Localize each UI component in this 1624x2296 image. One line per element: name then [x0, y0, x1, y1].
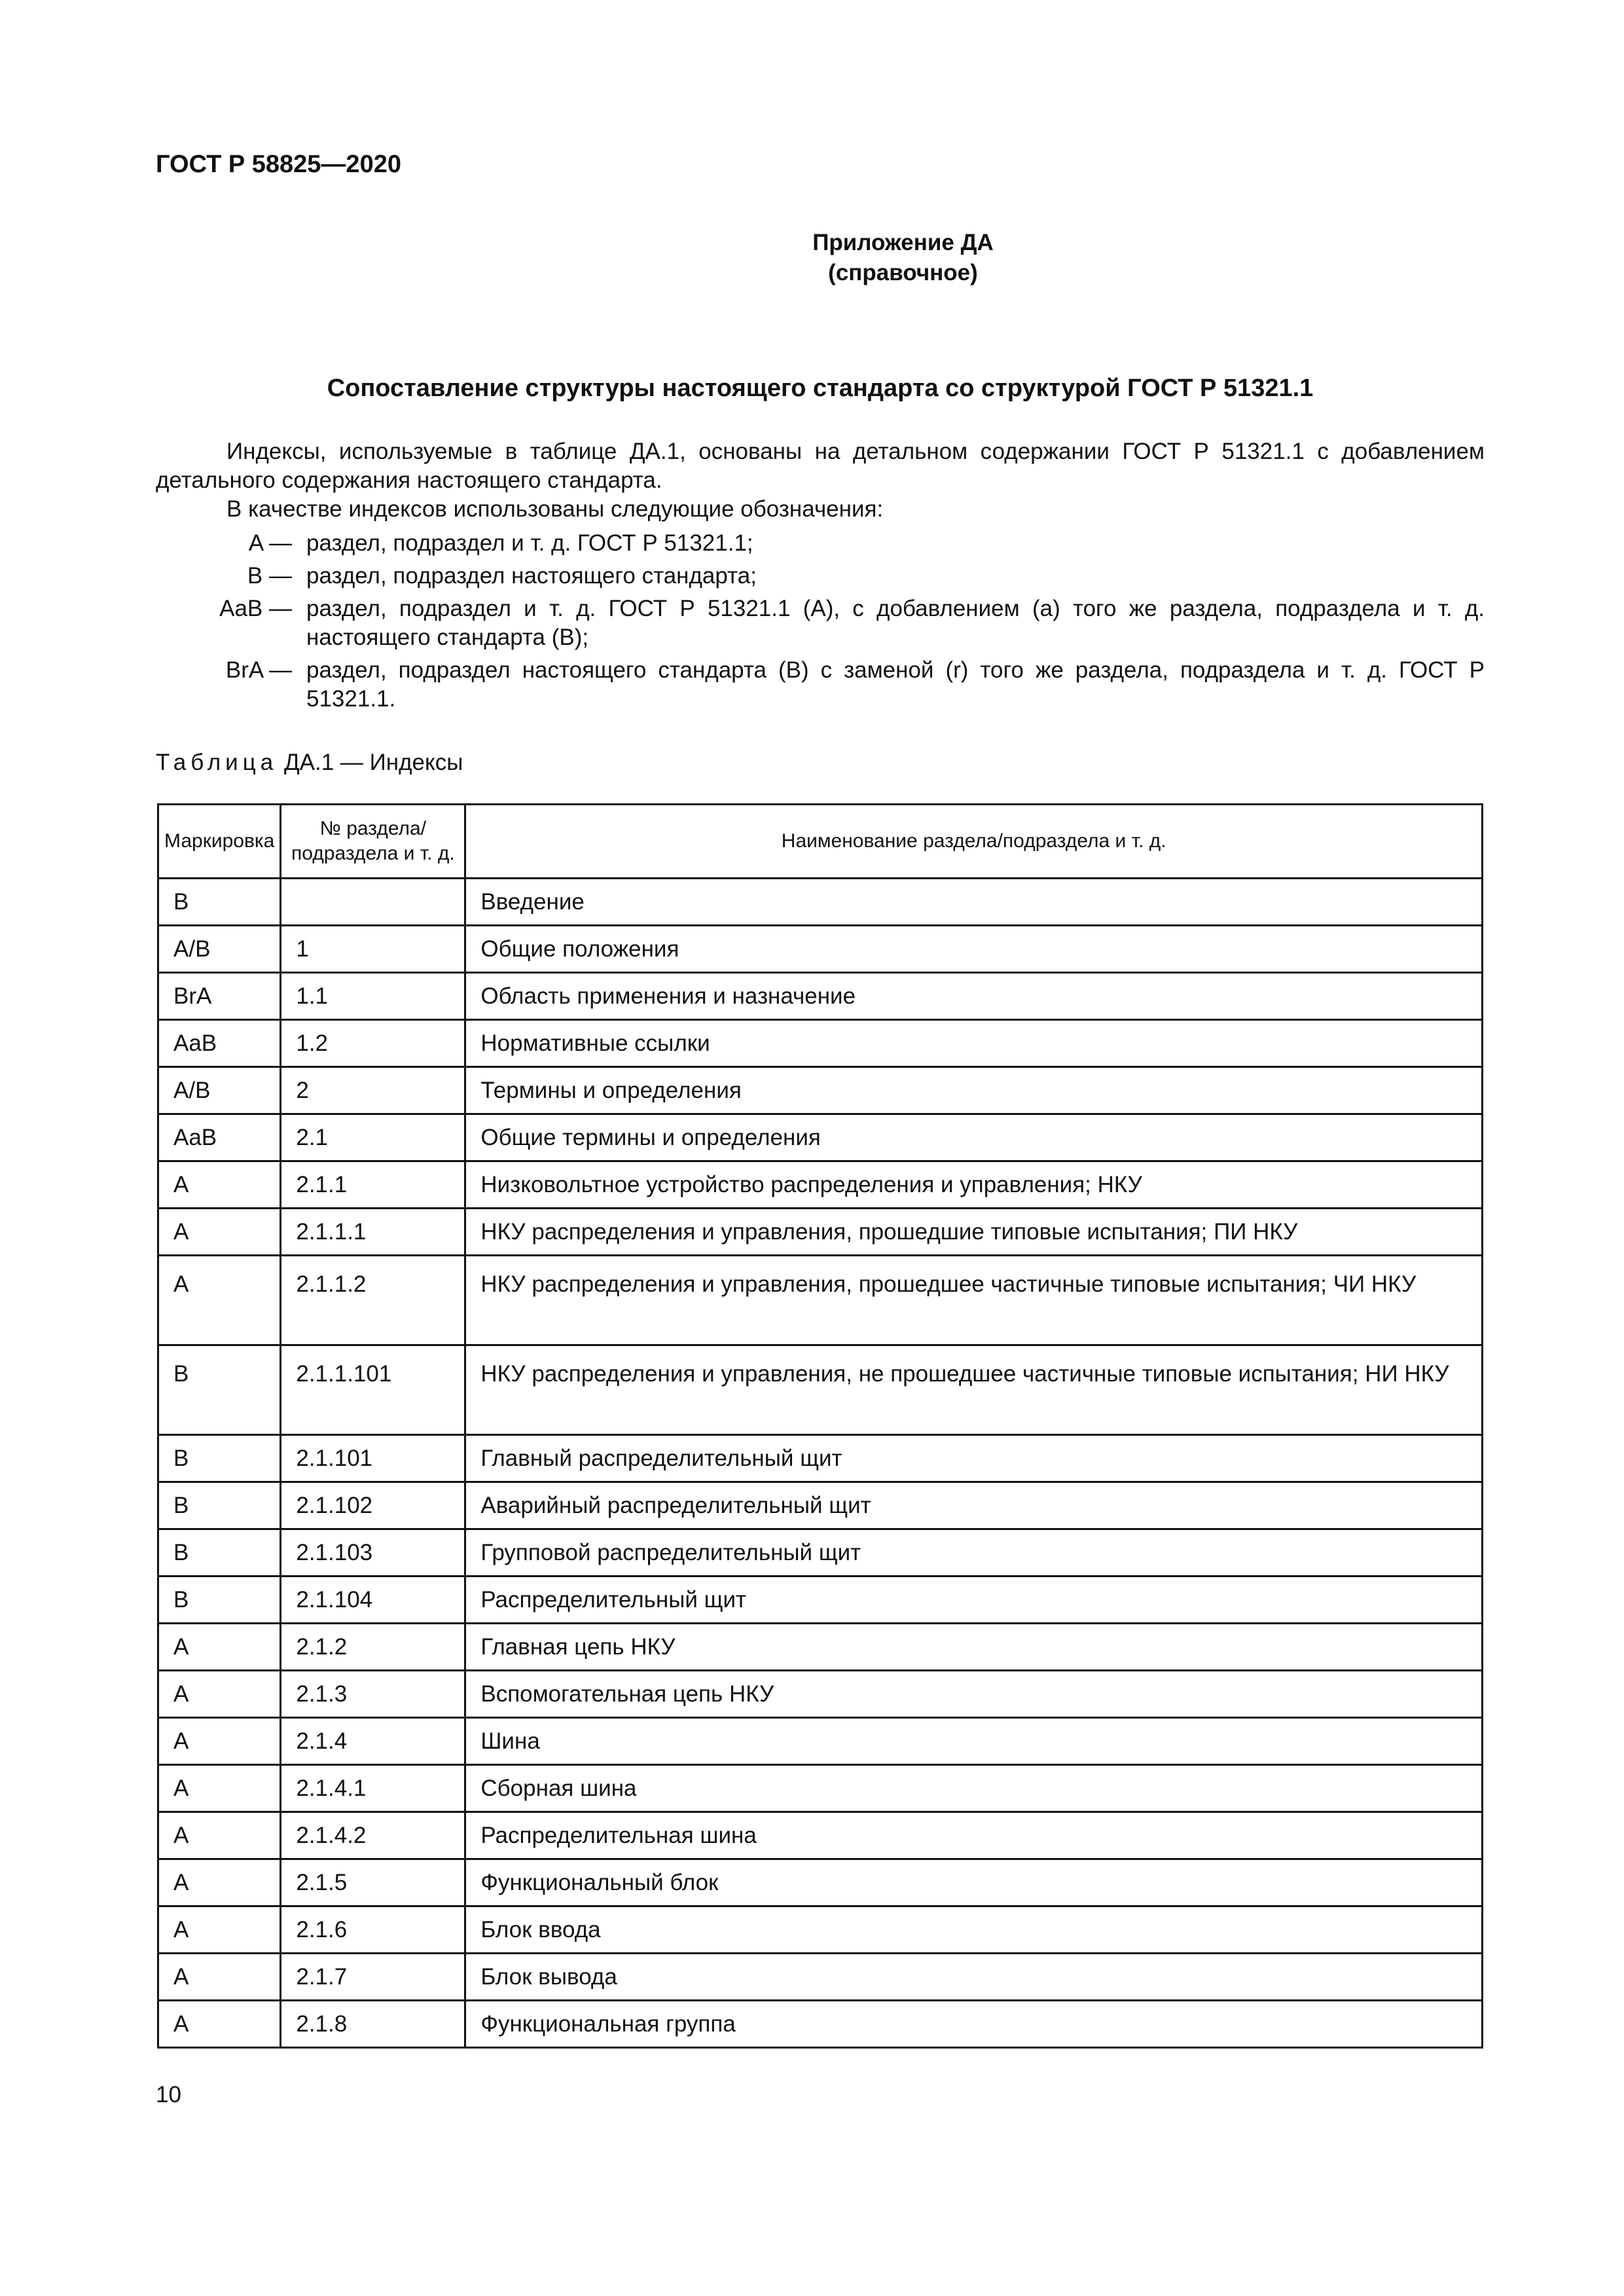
page-number: 10	[156, 2082, 181, 2107]
definition-key: BrA —	[225, 657, 292, 683]
definition-item	[156, 529, 1485, 558]
cell-section-name: Нормативные ссылки	[465, 1020, 1483, 1067]
cell-section-name: НКУ распределения и управления, не прошедшее частичные типовые испытания; НИ НКУ	[465, 1345, 1483, 1435]
table-caption-label: Таблица	[156, 750, 278, 775]
cell-section-number: 2.1.4.1	[281, 1765, 465, 1812]
cell-section-name: Функциональная группа	[465, 2001, 1483, 2048]
cell-section-number: 2.1.101	[281, 1435, 465, 1482]
table-row	[158, 1256, 1483, 1345]
cell-section-number: 2	[281, 1067, 465, 1114]
cell-section-name: Блок вывода	[465, 1954, 1483, 2001]
definition-list	[156, 529, 1485, 714]
cell-marking: AaB	[158, 1020, 281, 1067]
table-row	[158, 2001, 1483, 2048]
definition-item	[156, 656, 1485, 714]
cell-marking: B	[158, 1576, 281, 1624]
cell-section-number: 2.1.102	[281, 1482, 465, 1529]
cell-marking: A	[158, 1209, 281, 1256]
cell-marking: B	[158, 1529, 281, 1576]
cell-marking: A	[158, 1859, 281, 1906]
cell-section-number: 2.1.1.2	[281, 1256, 465, 1345]
cell-section-name: Общие термины и определения	[465, 1114, 1483, 1161]
cell-marking: AaB	[158, 1114, 281, 1161]
cell-section-name: Функциональный блок	[465, 1859, 1483, 1906]
definition-text: раздел, подраздел настоящего стандарта (В) с заменой (r) того же раздела, подраздела и т. д. ГОСТ Р 51321.1.	[306, 657, 1485, 712]
cell-section-name: Распределительная шина	[465, 1812, 1483, 1859]
cell-marking: A	[158, 1671, 281, 1718]
cell-section-number: 2.1.1.101	[281, 1345, 465, 1435]
cell-section-number: 2.1.1.1	[281, 1209, 465, 1256]
cell-section-name: Главная цепь НКУ	[465, 1624, 1483, 1671]
intro-text	[156, 437, 1485, 718]
cell-section-number: 2.1.103	[281, 1529, 465, 1576]
cell-section-number: 2.1.104	[281, 1576, 465, 1624]
cell-marking: A	[158, 1718, 281, 1765]
cell-marking: B	[158, 879, 281, 926]
cell-section-number: 2.1.4.2	[281, 1812, 465, 1859]
table-row	[158, 1161, 1483, 1209]
cell-section-name: Общие положения	[465, 926, 1483, 973]
cell-marking: B	[158, 1435, 281, 1482]
table-row	[158, 1812, 1483, 1859]
table-row	[158, 1906, 1483, 1954]
cell-section-name: НКУ распределения и управления, прошедшее частичные типовые испытания; ЧИ НКУ	[465, 1256, 1483, 1345]
cell-section-number: 2.1.2	[281, 1624, 465, 1671]
table-row	[158, 1859, 1483, 1906]
table-row	[158, 1435, 1483, 1482]
appendix-title: Приложение ДА	[812, 230, 994, 255]
cell-section-name: Низковольтное устройство распределения и управления; НКУ	[465, 1161, 1483, 1209]
definition-text: раздел, подраздел настоящего стандарта;	[306, 563, 757, 589]
cell-marking: A	[158, 1954, 281, 2001]
table-row	[158, 1624, 1483, 1671]
cell-marking: B	[158, 1345, 281, 1435]
cell-marking: A	[158, 1906, 281, 1954]
definition-text: раздел, подраздел и т. д. ГОСТ Р 51321.1 (А), с добавлением (а) того же раздела, подраздела и т. д. настоящего стандарта (В);	[306, 596, 1485, 650]
table-row	[158, 1576, 1483, 1624]
table-caption	[156, 750, 463, 776]
table-header-row	[158, 805, 1483, 879]
intro-paragraph: Индексы, используемые в таблице ДА.1, основаны на детальном содержании ГОСТ Р 51321.1 с добавлением детального содержания настоящего стандарта.	[156, 439, 1485, 493]
table-row	[158, 1020, 1483, 1067]
cell-section-number: 2.1	[281, 1114, 465, 1161]
cell-marking: A	[158, 1161, 281, 1209]
cell-marking: A	[158, 1765, 281, 1812]
cell-section-name: Сборная шина	[465, 1765, 1483, 1812]
definition-key: B —	[247, 563, 292, 589]
cell-section-number	[281, 879, 465, 926]
cell-section-name: Блок ввода	[465, 1906, 1483, 1954]
cell-section-number: 2.1.8	[281, 2001, 465, 2048]
table-row	[158, 926, 1483, 973]
cell-marking: A	[158, 1812, 281, 1859]
cell-section-number: 1.2	[281, 1020, 465, 1067]
table-row	[158, 1482, 1483, 1529]
table-row	[158, 1671, 1483, 1718]
appendix-title-block	[0, 228, 1624, 288]
table-row	[158, 1114, 1483, 1161]
cell-marking: BrA	[158, 973, 281, 1020]
cell-section-number: 1.1	[281, 973, 465, 1020]
cell-marking: A/B	[158, 926, 281, 973]
table-row	[158, 879, 1483, 926]
table-row	[158, 1954, 1483, 2001]
definition-text: раздел, подраздел и т. д. ГОСТ Р 51321.1;	[306, 530, 753, 556]
cell-section-number: 1	[281, 926, 465, 973]
column-header-marking: Маркировка	[158, 805, 281, 879]
cell-marking: B	[158, 1482, 281, 1529]
table-row	[158, 973, 1483, 1020]
table-caption-title: ДА.1 — Индексы	[283, 750, 463, 775]
definition-item	[156, 562, 1485, 591]
cell-section-name: Распределительный щит	[465, 1576, 1483, 1624]
cell-section-number: 2.1.1	[281, 1161, 465, 1209]
cell-section-number: 2.1.5	[281, 1859, 465, 1906]
cell-section-name: Шина	[465, 1718, 1483, 1765]
cell-section-name: Аварийный распределительный щит	[465, 1482, 1483, 1529]
table-row	[158, 1718, 1483, 1765]
cell-section-number: 2.1.7	[281, 1954, 465, 2001]
cell-marking: A/B	[158, 1067, 281, 1114]
table-row	[158, 1765, 1483, 1812]
cell-section-name: Групповой распределительный щит	[465, 1529, 1483, 1576]
cell-marking: A	[158, 1256, 281, 1345]
cell-section-name: Вспомогательная цепь НКУ	[465, 1671, 1483, 1718]
cell-section-number: 2.1.3	[281, 1671, 465, 1718]
definition-key: AaB —	[219, 596, 292, 621]
cell-marking: A	[158, 1624, 281, 1671]
document-id: ГОСТ Р 58825—2020	[156, 151, 401, 178]
table-row	[158, 1529, 1483, 1576]
cell-section-number: 2.1.4	[281, 1718, 465, 1765]
cell-marking: A	[158, 2001, 281, 2048]
cell-section-name: Область применения и назначение	[465, 973, 1483, 1020]
table-row	[158, 1067, 1483, 1114]
table-row	[158, 1209, 1483, 1256]
index-table	[157, 803, 1483, 2049]
section-heading: Сопоставление структуры настоящего стандарта со структурой ГОСТ Р 51321.1	[327, 374, 1314, 402]
cell-section-name: Введение	[465, 879, 1483, 926]
definition-item	[156, 594, 1485, 652]
cell-section-name: Главный распределительный щит	[465, 1435, 1483, 1482]
appendix-subtitle: (справочное)	[828, 260, 978, 285]
column-header-section-name: Наименование раздела/подраздела и т. д.	[465, 805, 1483, 879]
column-header-section-number: № раздела/ подраздела и т. д.	[281, 805, 465, 879]
cell-section-number: 2.1.6	[281, 1906, 465, 1954]
definition-key: A —	[248, 530, 292, 556]
cell-section-name: НКУ распределения и управления, прошедшие типовые испытания; ПИ НКУ	[465, 1209, 1483, 1256]
cell-section-name: Термины и определения	[465, 1067, 1483, 1114]
intro-paragraph-designations: В качестве индексов использованы следующие обозначения:	[226, 496, 884, 522]
table-row	[158, 1345, 1483, 1435]
